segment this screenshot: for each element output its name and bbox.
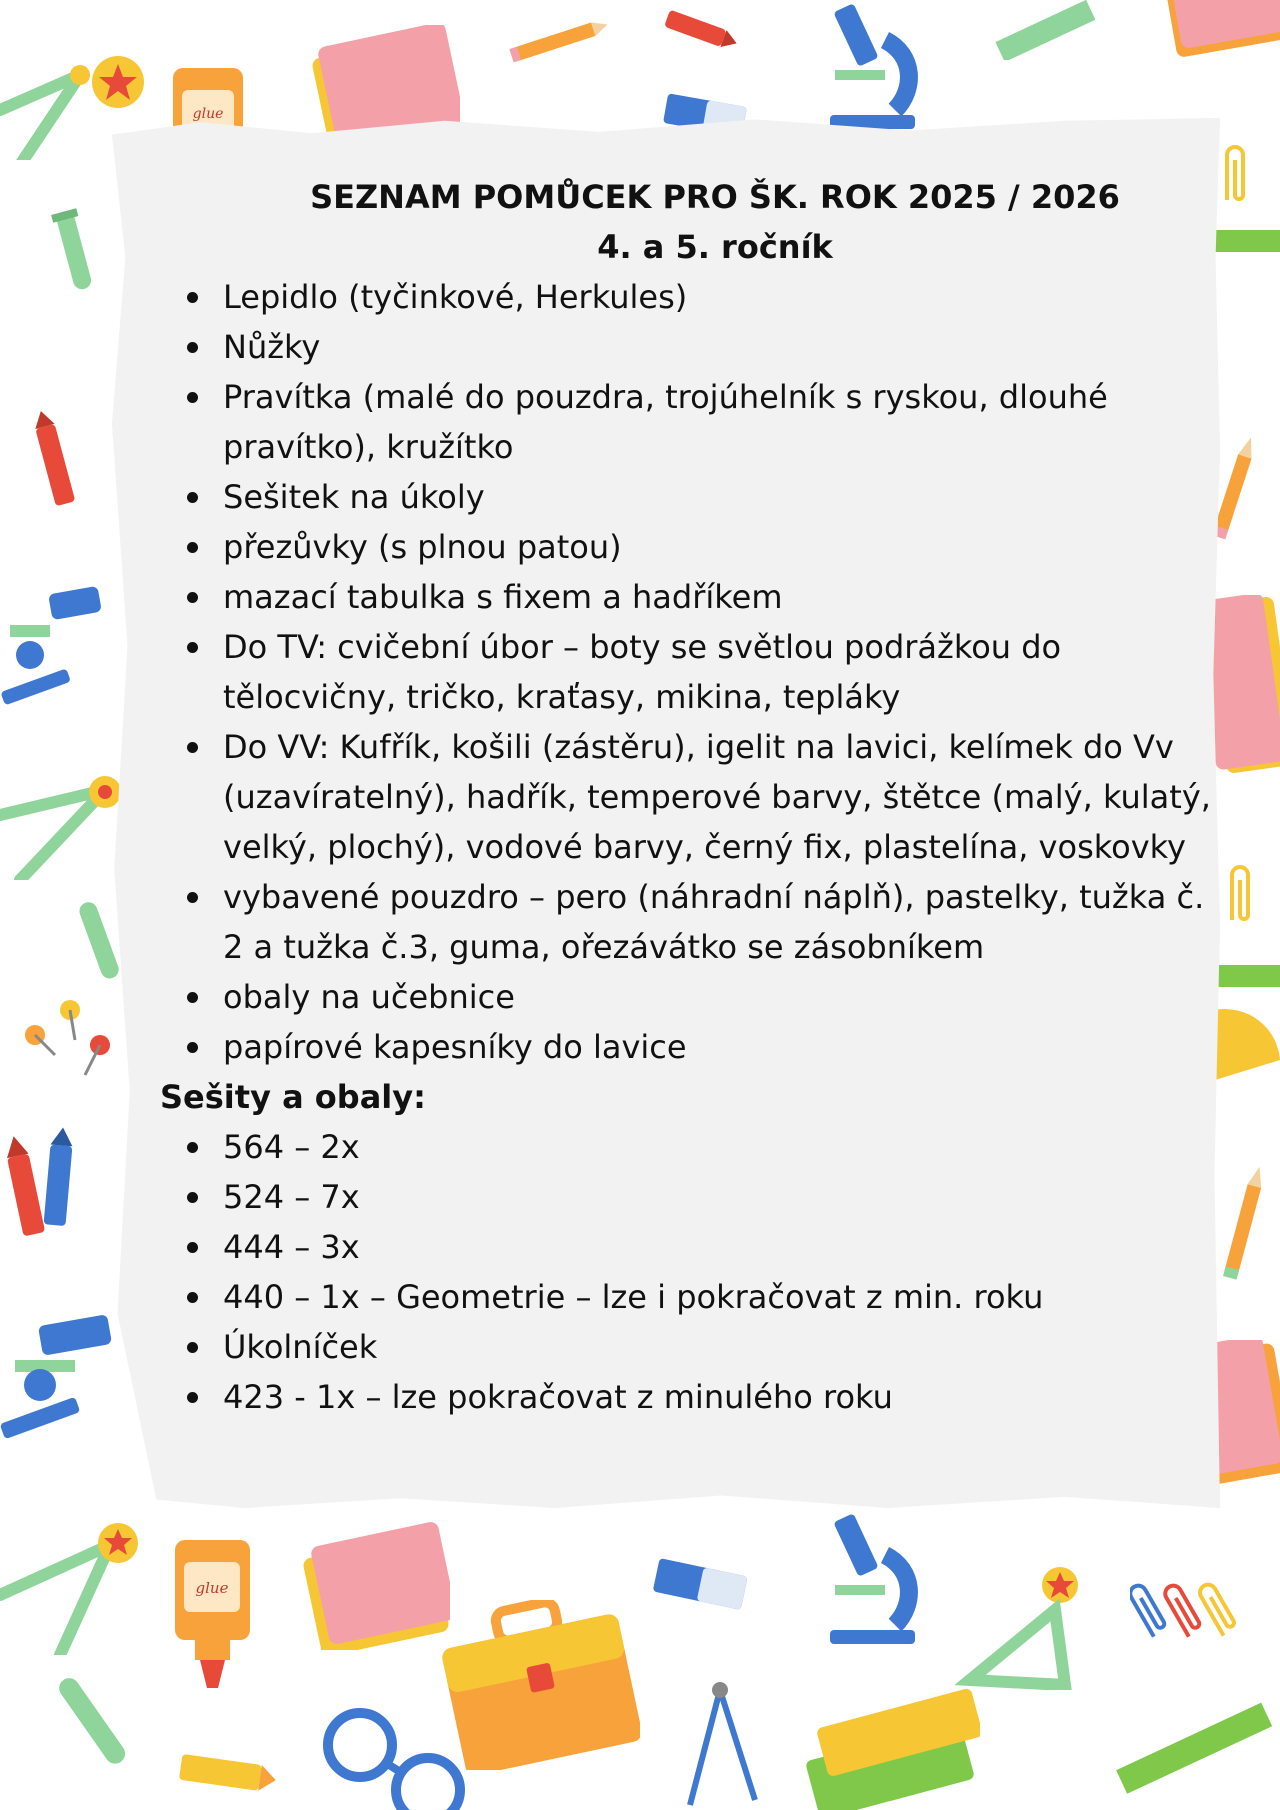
list-item: mazací tabulka s fixem a hadříkem <box>160 572 1220 622</box>
ruler-icon <box>1215 960 1280 1000</box>
microscope-icon <box>0 585 110 705</box>
list-item: 444 – 3x <box>160 1222 1220 1272</box>
pencil-icon <box>1215 1160 1275 1290</box>
notebook-icon <box>300 1520 450 1650</box>
star-icon <box>88 52 148 112</box>
microscope-icon <box>815 0 925 135</box>
glasses-icon <box>320 1695 470 1810</box>
crayon-icon <box>30 405 80 515</box>
svg-text:glue: glue <box>192 106 224 122</box>
list-item: 440 – 1x – Geometrie – lze i pokračovat z min. roku <box>160 1272 1220 1322</box>
list-item: papírové kapesníky do lavice <box>160 1022 1220 1072</box>
notebooks-heading: Sešity a obaly: <box>160 1078 426 1116</box>
paperclip-icon <box>1130 1565 1240 1655</box>
protractor-icon <box>1215 1000 1280 1080</box>
compass-icon <box>0 1505 150 1655</box>
compass-icon <box>670 1680 770 1810</box>
list-item: Nůžky <box>160 322 1220 372</box>
ruler-icon <box>1215 225 1280 255</box>
page-subtitle: 4. a 5. ročník <box>597 228 833 266</box>
list-item: Úkolníček <box>160 1322 1220 1372</box>
ruler-icon <box>1110 1700 1280 1800</box>
list-item: Pravítka (malé do pouzdra, trojúhelník s ryskou, dlouhé pravítko), kružítko <box>160 372 1220 472</box>
protractor-icon <box>950 1560 1080 1690</box>
list-item: Do TV: cvičební úbor – boty se světlou podrážkou do tělocvičny, tričko, kraťasy, mikina, tepláky <box>160 622 1220 722</box>
supplies-list <box>160 272 1220 1072</box>
book-icon <box>800 1680 980 1810</box>
microscope-icon <box>0 1310 140 1440</box>
glue-bottle-icon <box>170 1530 260 1690</box>
paperclip-icon <box>1215 140 1255 210</box>
list-item: 564 – 2x <box>160 1122 1220 1172</box>
eraser-icon <box>650 1555 750 1615</box>
page-title: SEZNAM POMŮCEK PRO ŠK. ROK 2025 / 2026 <box>310 178 1120 216</box>
list-item: Lepidlo (tyčinkové, Herkules) <box>160 272 1220 322</box>
crayon-icon <box>655 5 745 55</box>
test-tube-icon <box>40 1665 150 1785</box>
svg-text:glue: glue <box>195 1579 229 1597</box>
list-item: 524 – 7x <box>160 1172 1220 1222</box>
compass-icon <box>0 770 130 880</box>
crayon-icon <box>5 1125 75 1245</box>
briefcase-icon <box>440 1600 640 1770</box>
paperclip-icon <box>1220 860 1260 930</box>
microscope-icon <box>815 1510 925 1650</box>
list-item: Do VV: Kufřík, košili (zástěru), igelit na lavici, kelímek do Vv (uzavíratelný), hadřík, temperové barvy, štětce (malý, kulatý, velký, plochý), vodové barvy, černý fix, plastelína, voskovky <box>160 722 1220 872</box>
list-item: Sešitek na úkoly <box>160 472 1220 522</box>
notebook-icon <box>1160 0 1280 60</box>
test-tube-icon <box>45 205 105 295</box>
list-item: přezůvky (s plnou patou) <box>160 522 1220 572</box>
ruler-icon <box>990 0 1100 60</box>
crayon-icon <box>170 1745 280 1805</box>
supply-list <box>160 172 1220 1422</box>
pushpin-icon <box>15 995 115 1095</box>
list-item: obaly na učebnice <box>160 972 1220 1022</box>
list-item: vybavené pouzdro – pero (náhradní náplň), pastelky, tužka č. 2 a tužka č.3, guma, ořezávátko se zásobníkem <box>160 872 1220 972</box>
list-item: 423 - 1x – lze pokračovat z minulého roku <box>160 1372 1220 1422</box>
pencil-icon <box>505 15 615 65</box>
notebooks-list <box>160 1122 1220 1422</box>
